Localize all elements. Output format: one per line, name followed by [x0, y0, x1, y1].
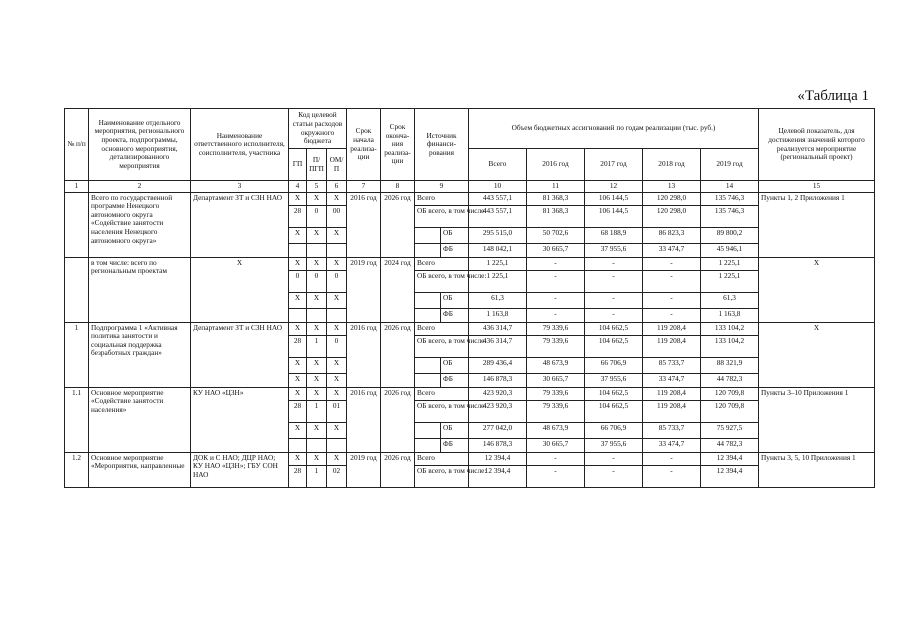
value-2016: 30 665,7 — [527, 243, 585, 257]
value-2019: 1 225,1 — [701, 270, 759, 292]
value-2018: 85 733,7 — [643, 357, 701, 373]
col-number: 4 — [289, 181, 307, 193]
value-2016: 79 339,6 — [527, 335, 585, 357]
value-total: 12 394,4 — [469, 452, 527, 465]
col-number: 9 — [415, 181, 469, 193]
code-gp: 0 — [289, 270, 307, 292]
value-2016: 81 368,3 — [527, 192, 585, 205]
col-number: 3 — [191, 181, 289, 193]
code-om: X — [327, 452, 347, 465]
code-ppgp: X — [307, 422, 327, 438]
value-2018: 119 208,4 — [643, 387, 701, 400]
funding-source: Всего — [415, 192, 469, 205]
value-2018: - — [643, 257, 701, 270]
funding-source: ОБ всего, в том числе: — [415, 400, 469, 422]
value-2017: 37 955,6 — [585, 243, 643, 257]
value-2016: 30 665,7 — [527, 373, 585, 387]
table-row — [65, 387, 875, 400]
row-executor: Департамент ЗТ и СЗН НАО — [191, 192, 289, 257]
value-2016: - — [527, 270, 585, 292]
funding-source: Всего — [415, 257, 469, 270]
code-ppgp: X — [307, 192, 327, 205]
value-2018: - — [643, 308, 701, 322]
value-2018: 86 823,3 — [643, 227, 701, 243]
code-ppgp — [307, 438, 327, 452]
value-2019: 1 225,1 — [701, 257, 759, 270]
value-2019: 75 927,5 — [701, 422, 759, 438]
value-2018: - — [643, 465, 701, 487]
value-2018: 119 208,4 — [643, 400, 701, 422]
value-2016: 79 339,6 — [527, 400, 585, 422]
value-2019: 133 104,2 — [701, 322, 759, 335]
value-total: 295 515,0 — [469, 227, 527, 243]
code-om: 0 — [327, 270, 347, 292]
row-start: 2016 год — [347, 192, 381, 257]
header-code: Код целевой статьи расходов окружного бюджета — [289, 109, 347, 149]
value-2019: 12 394,4 — [701, 452, 759, 465]
header-gp: ГП — [289, 149, 307, 181]
row-name: Всего по государственной программе Ненецкого автономного округа «Содействие занятости населения Ненецкого автономного округа» — [89, 192, 191, 257]
code-ppgp: 1 — [307, 465, 327, 487]
value-total: 443 557,1 — [469, 205, 527, 227]
code-om: 01 — [327, 400, 347, 422]
header-end: Срок оконча-ния реализа-ции — [381, 109, 415, 181]
value-2019: 45 946,1 — [701, 243, 759, 257]
value-2017: 37 955,6 — [585, 373, 643, 387]
code-gp: 28 — [289, 465, 307, 487]
value-2018: 33 474,7 — [643, 243, 701, 257]
value-2019: 89 800,2 — [701, 227, 759, 243]
row-target: Пункты 3–10 Приложения 1 — [759, 387, 875, 452]
code-ppgp — [307, 243, 327, 257]
funding-source: ОБ — [441, 227, 469, 243]
col-number: 8 — [381, 181, 415, 193]
funding-source: ФБ — [441, 243, 469, 257]
code-gp: X — [289, 257, 307, 270]
table-header — [65, 109, 875, 193]
funding-source-blank — [415, 373, 441, 387]
value-2019: 12 394,4 — [701, 465, 759, 487]
col-number: 15 — [759, 181, 875, 193]
code-ppgp: X — [307, 452, 327, 465]
value-2016: 79 339,6 — [527, 322, 585, 335]
value-2017: - — [585, 270, 643, 292]
code-om: X — [327, 192, 347, 205]
value-2019: 135 746,3 — [701, 205, 759, 227]
header-2016: 2016 год — [527, 149, 585, 181]
value-total: 146 878,3 — [469, 373, 527, 387]
value-total: 277 042,0 — [469, 422, 527, 438]
value-2016: 81 368,3 — [527, 205, 585, 227]
value-2019: 133 104,2 — [701, 335, 759, 357]
value-2018: 119 208,4 — [643, 322, 701, 335]
header-2018: 2018 год — [643, 149, 701, 181]
code-gp: X — [289, 422, 307, 438]
value-2017: - — [585, 452, 643, 465]
code-gp — [289, 438, 307, 452]
code-om: X — [327, 387, 347, 400]
code-om: X — [327, 373, 347, 387]
row-target: X — [759, 257, 875, 322]
code-ppgp: 1 — [307, 400, 327, 422]
code-gp: X — [289, 192, 307, 205]
col-number: 11 — [527, 181, 585, 193]
code-gp: X — [289, 292, 307, 308]
value-2019: 120 709,8 — [701, 387, 759, 400]
row-target: Пункты 1, 2 Приложения 1 — [759, 192, 875, 257]
row-start: 2019 год — [347, 452, 381, 487]
table-body — [65, 192, 875, 487]
header-volume: Объем бюджетных ассигнований по годам реализации (тыс. руб.) — [469, 109, 759, 149]
value-total: 436 314,7 — [469, 322, 527, 335]
row-executor: Департамент ЗТ и СЗН НАО — [191, 322, 289, 387]
column-number-row — [65, 181, 875, 193]
code-om: X — [327, 422, 347, 438]
row-end: 2026 год — [381, 322, 415, 387]
funding-source-blank — [415, 292, 441, 308]
value-2017: 66 706,9 — [585, 422, 643, 438]
row-end: 2026 год — [381, 192, 415, 257]
header-total: Всего — [469, 149, 527, 181]
value-2017: - — [585, 257, 643, 270]
code-gp: X — [289, 357, 307, 373]
code-ppgp: 0 — [307, 270, 327, 292]
row-executor: ДОК и С НАО; ДЦР НАО; КУ НАО «ЦЗН»; ГБУ СОН НАО — [191, 452, 289, 487]
value-2018: - — [643, 452, 701, 465]
code-om — [327, 308, 347, 322]
value-2017: - — [585, 465, 643, 487]
value-2019: 120 709,8 — [701, 400, 759, 422]
row-executor: КУ НАО «ЦЗН» — [191, 387, 289, 452]
funding-source: ОБ всего, в том числе: — [415, 465, 469, 487]
code-ppgp: X — [307, 257, 327, 270]
value-2018: - — [643, 292, 701, 308]
value-2016: - — [527, 292, 585, 308]
code-gp: X — [289, 452, 307, 465]
value-2017: 106 144,5 — [585, 192, 643, 205]
value-total: 148 042,1 — [469, 243, 527, 257]
header-2019: 2019 год — [701, 149, 759, 181]
funding-source: ОБ — [441, 292, 469, 308]
value-total: 443 557,1 — [469, 192, 527, 205]
value-2019: 44 782,3 — [701, 438, 759, 452]
table-row — [65, 257, 875, 270]
table-row — [65, 452, 875, 465]
value-2016: - — [527, 452, 585, 465]
value-total: 423 920,3 — [469, 387, 527, 400]
row-number: 1.1 — [65, 387, 89, 452]
table-caption: «Таблица 1 — [797, 88, 869, 104]
value-2018: 120 298,0 — [643, 205, 701, 227]
row-end: 2026 год — [381, 387, 415, 452]
value-2019: 88 321,9 — [701, 357, 759, 373]
code-om — [327, 243, 347, 257]
header-name: Наименование отдельного мероприятия, регионального проекта, подпрограммы, основного мероприятия, детализированного мероприятия — [89, 109, 191, 181]
header-source: Источник финанси-рования — [415, 109, 469, 181]
value-2018: 120 298,0 — [643, 192, 701, 205]
budget-table — [64, 108, 875, 488]
value-2018: 33 474,7 — [643, 438, 701, 452]
table-row — [65, 192, 875, 205]
header-om: ОМ/ П — [327, 149, 347, 181]
value-total: 436 314,7 — [469, 335, 527, 357]
col-number: 10 — [469, 181, 527, 193]
funding-source: ОБ всего, в том числе: — [415, 270, 469, 292]
value-total: 1 225,1 — [469, 257, 527, 270]
value-2017: 106 144,5 — [585, 205, 643, 227]
code-om: X — [327, 227, 347, 243]
col-number: 7 — [347, 181, 381, 193]
value-2016: - — [527, 465, 585, 487]
row-number: 1.2 — [65, 452, 89, 487]
code-om: 02 — [327, 465, 347, 487]
funding-source-blank — [415, 227, 441, 243]
funding-source: ФБ — [441, 438, 469, 452]
row-start: 2016 год — [347, 387, 381, 452]
code-gp: 28 — [289, 335, 307, 357]
row-target: X — [759, 322, 875, 387]
value-total: 1 225,1 — [469, 270, 527, 292]
code-om: 00 — [327, 205, 347, 227]
col-number: 13 — [643, 181, 701, 193]
funding-source: ОБ — [441, 422, 469, 438]
col-number: 5 — [307, 181, 327, 193]
value-2016: - — [527, 308, 585, 322]
code-gp: X — [289, 322, 307, 335]
code-gp: X — [289, 373, 307, 387]
funding-source: Всего — [415, 322, 469, 335]
header-ppgp: П/ ПГП — [307, 149, 327, 181]
col-number: 6 — [327, 181, 347, 193]
code-gp: 28 — [289, 400, 307, 422]
value-total: 146 878,3 — [469, 438, 527, 452]
code-om: 0 — [327, 335, 347, 357]
row-name: Основное мероприятие «Содействие занятости населения» — [89, 387, 191, 452]
code-ppgp: X — [307, 322, 327, 335]
header-start: Срок начала реализа-ции — [347, 109, 381, 181]
funding-source: ОБ всего, в том числе: — [415, 205, 469, 227]
code-gp: X — [289, 387, 307, 400]
value-2016: 50 702,6 — [527, 227, 585, 243]
value-2016: 48 673,9 — [527, 357, 585, 373]
value-2017: 104 662,5 — [585, 387, 643, 400]
value-total: 12 394,4 — [469, 465, 527, 487]
code-om: X — [327, 357, 347, 373]
row-end: 2026 год — [381, 452, 415, 487]
value-2016: - — [527, 257, 585, 270]
value-2018: 119 208,4 — [643, 335, 701, 357]
row-name: Основное мероприятие «Мероприятия, направленные — [89, 452, 191, 487]
code-gp: 28 — [289, 205, 307, 227]
row-start: 2019 год — [347, 257, 381, 322]
value-2017: 104 662,5 — [585, 400, 643, 422]
code-ppgp: X — [307, 357, 327, 373]
value-2017: - — [585, 292, 643, 308]
funding-source: Всего — [415, 452, 469, 465]
col-number: 2 — [89, 181, 191, 193]
col-number: 12 — [585, 181, 643, 193]
code-ppgp: 1 — [307, 335, 327, 357]
header-2017: 2017 год — [585, 149, 643, 181]
value-2018: - — [643, 270, 701, 292]
value-total: 289 436,4 — [469, 357, 527, 373]
funding-source: ОБ всего, в том числе: — [415, 335, 469, 357]
header-executor: Наименование ответственного исполнителя, соисполнителя, участника — [191, 109, 289, 181]
row-number — [65, 257, 89, 322]
code-om — [327, 438, 347, 452]
value-total: 61,3 — [469, 292, 527, 308]
value-2017: 104 662,5 — [585, 322, 643, 335]
funding-source: ФБ — [441, 373, 469, 387]
value-2017: 37 955,6 — [585, 438, 643, 452]
value-2019: 1 163,8 — [701, 308, 759, 322]
value-2019: 44 782,3 — [701, 373, 759, 387]
value-2016: 30 665,7 — [527, 438, 585, 452]
code-ppgp — [307, 308, 327, 322]
col-number: 1 — [65, 181, 89, 193]
row-number — [65, 192, 89, 257]
value-total: 423 920,3 — [469, 400, 527, 422]
funding-source-blank — [415, 243, 441, 257]
code-gp — [289, 243, 307, 257]
row-target: Пункты 3, 5, 10 Приложения 1 — [759, 452, 875, 487]
table-row — [65, 322, 875, 335]
value-2018: 33 474,7 — [643, 373, 701, 387]
value-2019: 61,3 — [701, 292, 759, 308]
code-om: X — [327, 292, 347, 308]
code-ppgp: X — [307, 292, 327, 308]
code-ppgp: X — [307, 373, 327, 387]
value-2016: 48 673,9 — [527, 422, 585, 438]
funding-source: ФБ — [441, 308, 469, 322]
value-2016: 79 339,6 — [527, 387, 585, 400]
value-2017: 104 662,5 — [585, 335, 643, 357]
row-name: Подпрограмма 1 «Активная политика занятости и социальная поддержка безработных граждан» — [89, 322, 191, 387]
value-total: 1 163,8 — [469, 308, 527, 322]
value-2017: - — [585, 308, 643, 322]
col-number: 14 — [701, 181, 759, 193]
code-ppgp: X — [307, 227, 327, 243]
code-ppgp: 0 — [307, 205, 327, 227]
funding-source-blank — [415, 438, 441, 452]
funding-source-blank — [415, 422, 441, 438]
row-start: 2016 год — [347, 322, 381, 387]
value-2018: 85 733,7 — [643, 422, 701, 438]
funding-source-blank — [415, 308, 441, 322]
funding-source: Всего — [415, 387, 469, 400]
header-num: № п/п — [65, 109, 89, 181]
row-end: 2024 год — [381, 257, 415, 322]
code-gp — [289, 308, 307, 322]
header-target: Целевой показатель, для достижения значений которого реализуется мероприятие (региональный проект) — [759, 109, 875, 181]
row-executor: X — [191, 257, 289, 322]
value-2017: 68 188,9 — [585, 227, 643, 243]
row-number: 1 — [65, 322, 89, 387]
code-om: X — [327, 257, 347, 270]
value-2019: 135 746,3 — [701, 192, 759, 205]
value-2017: 66 706,9 — [585, 357, 643, 373]
code-gp: X — [289, 227, 307, 243]
row-name: в том числе: всего по региональным проектам — [89, 257, 191, 322]
code-ppgp: X — [307, 387, 327, 400]
code-om: X — [327, 322, 347, 335]
funding-source-blank — [415, 357, 441, 373]
funding-source: ОБ — [441, 357, 469, 373]
